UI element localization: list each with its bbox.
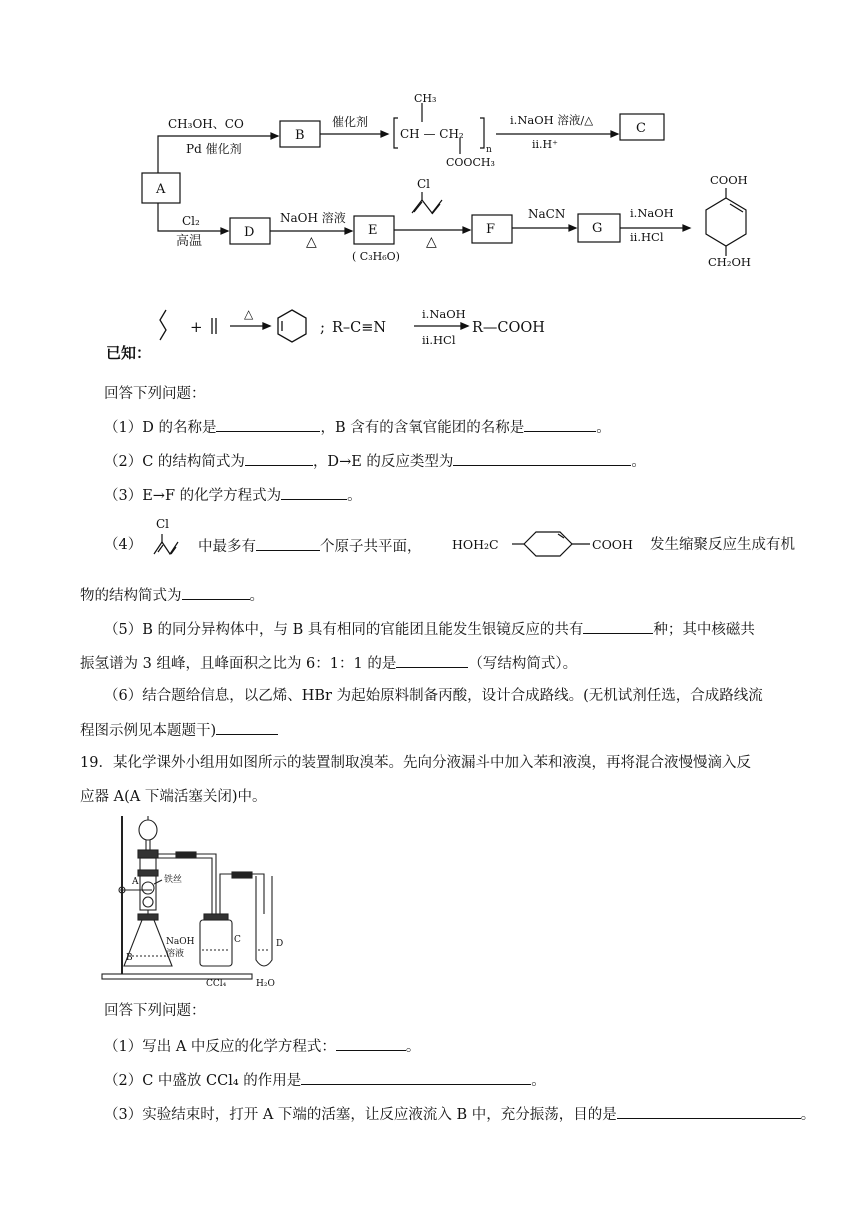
known-heat: △ bbox=[244, 307, 254, 321]
q18-part4-a: 中最多有 个原子共平面， bbox=[198, 534, 422, 558]
reagent-ef-cl: Cl bbox=[417, 177, 431, 191]
known-label: 已知： bbox=[106, 344, 152, 362]
q18-part6-b: 程图示例见本题题干) bbox=[80, 718, 278, 742]
answer-blank[interactable] bbox=[617, 1102, 801, 1119]
q18-part6-a: （6）结合题给信息，以乙烯、HBr 为起始原料制备丙酸，设计合成路线。(无机试剂任选，合成路线流 bbox=[104, 688, 763, 704]
reagent-de-2: △ bbox=[306, 234, 317, 250]
svg-text:H₂O: H₂O bbox=[256, 979, 275, 989]
node-f: F bbox=[486, 222, 496, 237]
answer-blank[interactable] bbox=[182, 583, 250, 600]
node-d: D bbox=[244, 225, 255, 240]
svg-text:B: B bbox=[126, 953, 133, 963]
q19-part1: （1）写出 A 中反应的化学方程式： 。 bbox=[104, 1034, 420, 1058]
product-bottom: CH₂OH bbox=[708, 255, 751, 269]
chloroprene-structure bbox=[150, 514, 190, 558]
q19-intro: 回答下列问题： bbox=[104, 1003, 206, 1019]
q18-part4-c: 发生缩聚反应生成有机 bbox=[650, 537, 795, 553]
scheme-catalyst-ab: Pd 催化剂 bbox=[186, 142, 242, 156]
answer-blank[interactable] bbox=[245, 449, 313, 466]
scheme-reagent-b-poly: 催化剂 bbox=[332, 115, 369, 129]
q19-stem-1: 19．某化学课外小组用如图所示的装置制取溴苯。先向分液漏斗中加入苯和液溴，再将混合液慢慢滴入反 bbox=[80, 755, 751, 771]
polymer-ch3: CH₃ bbox=[414, 92, 437, 105]
reagent-ad-2: 高温 bbox=[176, 234, 203, 249]
answer-blank[interactable] bbox=[453, 449, 631, 466]
polymer-n: n bbox=[486, 145, 492, 155]
svg-text:D: D bbox=[276, 939, 284, 949]
reagent-g-1: i.NaOH bbox=[630, 206, 674, 220]
svg-text:铁丝: 铁丝 bbox=[164, 875, 183, 885]
known-reactions bbox=[104, 300, 564, 362]
q18-part4-d: 物的结构简式为 。 bbox=[80, 583, 264, 607]
q19-part2: （2）C 中盛放 CCl₄ 的作用是 。 bbox=[104, 1068, 546, 1092]
q18-part3: （3）E→F 的化学方程式为 。 bbox=[104, 483, 362, 507]
node-c: C bbox=[636, 121, 646, 136]
known-plus: + bbox=[190, 318, 203, 336]
node-b: B bbox=[295, 128, 305, 143]
scheme-reagent-ab: CH₃OH、CO bbox=[168, 117, 244, 131]
reagent-de-1: NaOH 溶液 bbox=[280, 211, 346, 225]
known-semicolon: ; bbox=[320, 318, 326, 336]
answer-blank[interactable] bbox=[583, 617, 653, 634]
reagent-to-c-2: ii.H⁺ bbox=[532, 138, 558, 151]
node-g: G bbox=[592, 221, 603, 236]
svg-text:C: C bbox=[234, 935, 241, 945]
svg-text:CCl₄: CCl₄ bbox=[206, 979, 227, 989]
q18-part5-b: 振氢谱为 3 组峰，且峰面积之比为 6：1：1 的是 （写结构简式）。 bbox=[80, 651, 577, 675]
known-cond2: ii.HCl bbox=[422, 333, 456, 347]
answer-blank[interactable] bbox=[396, 651, 468, 668]
chloroprene-cl: Cl bbox=[156, 517, 170, 531]
reagent-ef-heat: △ bbox=[426, 234, 437, 250]
hydroxymethyl-cyclohexene-acid bbox=[452, 524, 648, 564]
q18-part5-a: （5）B 的同分异构体中，与 B 具有相同的官能团且能发生银镜反应的共有 种；其中核磁共 bbox=[104, 617, 755, 641]
svg-text:HOH₂C: HOH₂C bbox=[452, 537, 499, 552]
q18-part1: （1）D 的名称是 ，B 含有的含氧官能团的名称是 。 bbox=[104, 415, 611, 439]
answer-blank[interactable] bbox=[301, 1068, 531, 1085]
svg-text:A: A bbox=[132, 877, 139, 887]
formula-e: ( C₃H₆O) bbox=[352, 250, 400, 263]
q18-part4-num: （4） bbox=[104, 537, 143, 553]
lab-apparatus bbox=[100, 810, 300, 990]
reagent-to-c-1: i.NaOH 溶液/△ bbox=[510, 113, 594, 127]
node-a: A bbox=[156, 182, 166, 197]
synthesis-scheme bbox=[100, 88, 780, 288]
answer-blank[interactable] bbox=[216, 718, 278, 735]
svg-text:NaOH: NaOH bbox=[166, 937, 195, 947]
q18-part2: （2）C 的结构简式为 ，D→E 的反应类型为 。 bbox=[104, 449, 646, 473]
reagent-fg: NaCN bbox=[528, 207, 566, 221]
known-acid: R—COOH bbox=[472, 320, 545, 336]
q19-part3: （3）实验结束时，打开 A 下端的活塞，让反应液流入 B 中，充分振荡，目的是 。 bbox=[104, 1102, 815, 1126]
q19-stem-2: 应器 A(A 下端活塞关闭)中。 bbox=[80, 789, 267, 805]
answer-blank[interactable] bbox=[281, 483, 347, 500]
polymer-sub: COOCH₃ bbox=[446, 156, 495, 169]
cyclohexene-ring bbox=[706, 198, 746, 246]
known-nitrile: R–C≡N bbox=[332, 320, 387, 336]
reagent-ad-1: Cl₂ bbox=[182, 214, 200, 228]
known-cond1: i.NaOH bbox=[422, 307, 466, 321]
svg-text:溶液: 溶液 bbox=[166, 949, 185, 959]
polymer-main: CH — CH₂ bbox=[400, 127, 464, 141]
answer-blank[interactable] bbox=[256, 534, 320, 551]
product-top: COOH bbox=[710, 173, 748, 187]
butadiene-sketch bbox=[160, 310, 166, 340]
reagent-g-2: ii.HCl bbox=[630, 230, 664, 244]
svg-text:COOH: COOH bbox=[592, 537, 633, 552]
q18-intro: 回答下列问题： bbox=[104, 386, 206, 402]
answer-blank[interactable] bbox=[524, 415, 596, 432]
answer-blank[interactable] bbox=[336, 1034, 406, 1051]
node-e: E bbox=[368, 223, 378, 238]
answer-blank[interactable] bbox=[216, 415, 320, 432]
